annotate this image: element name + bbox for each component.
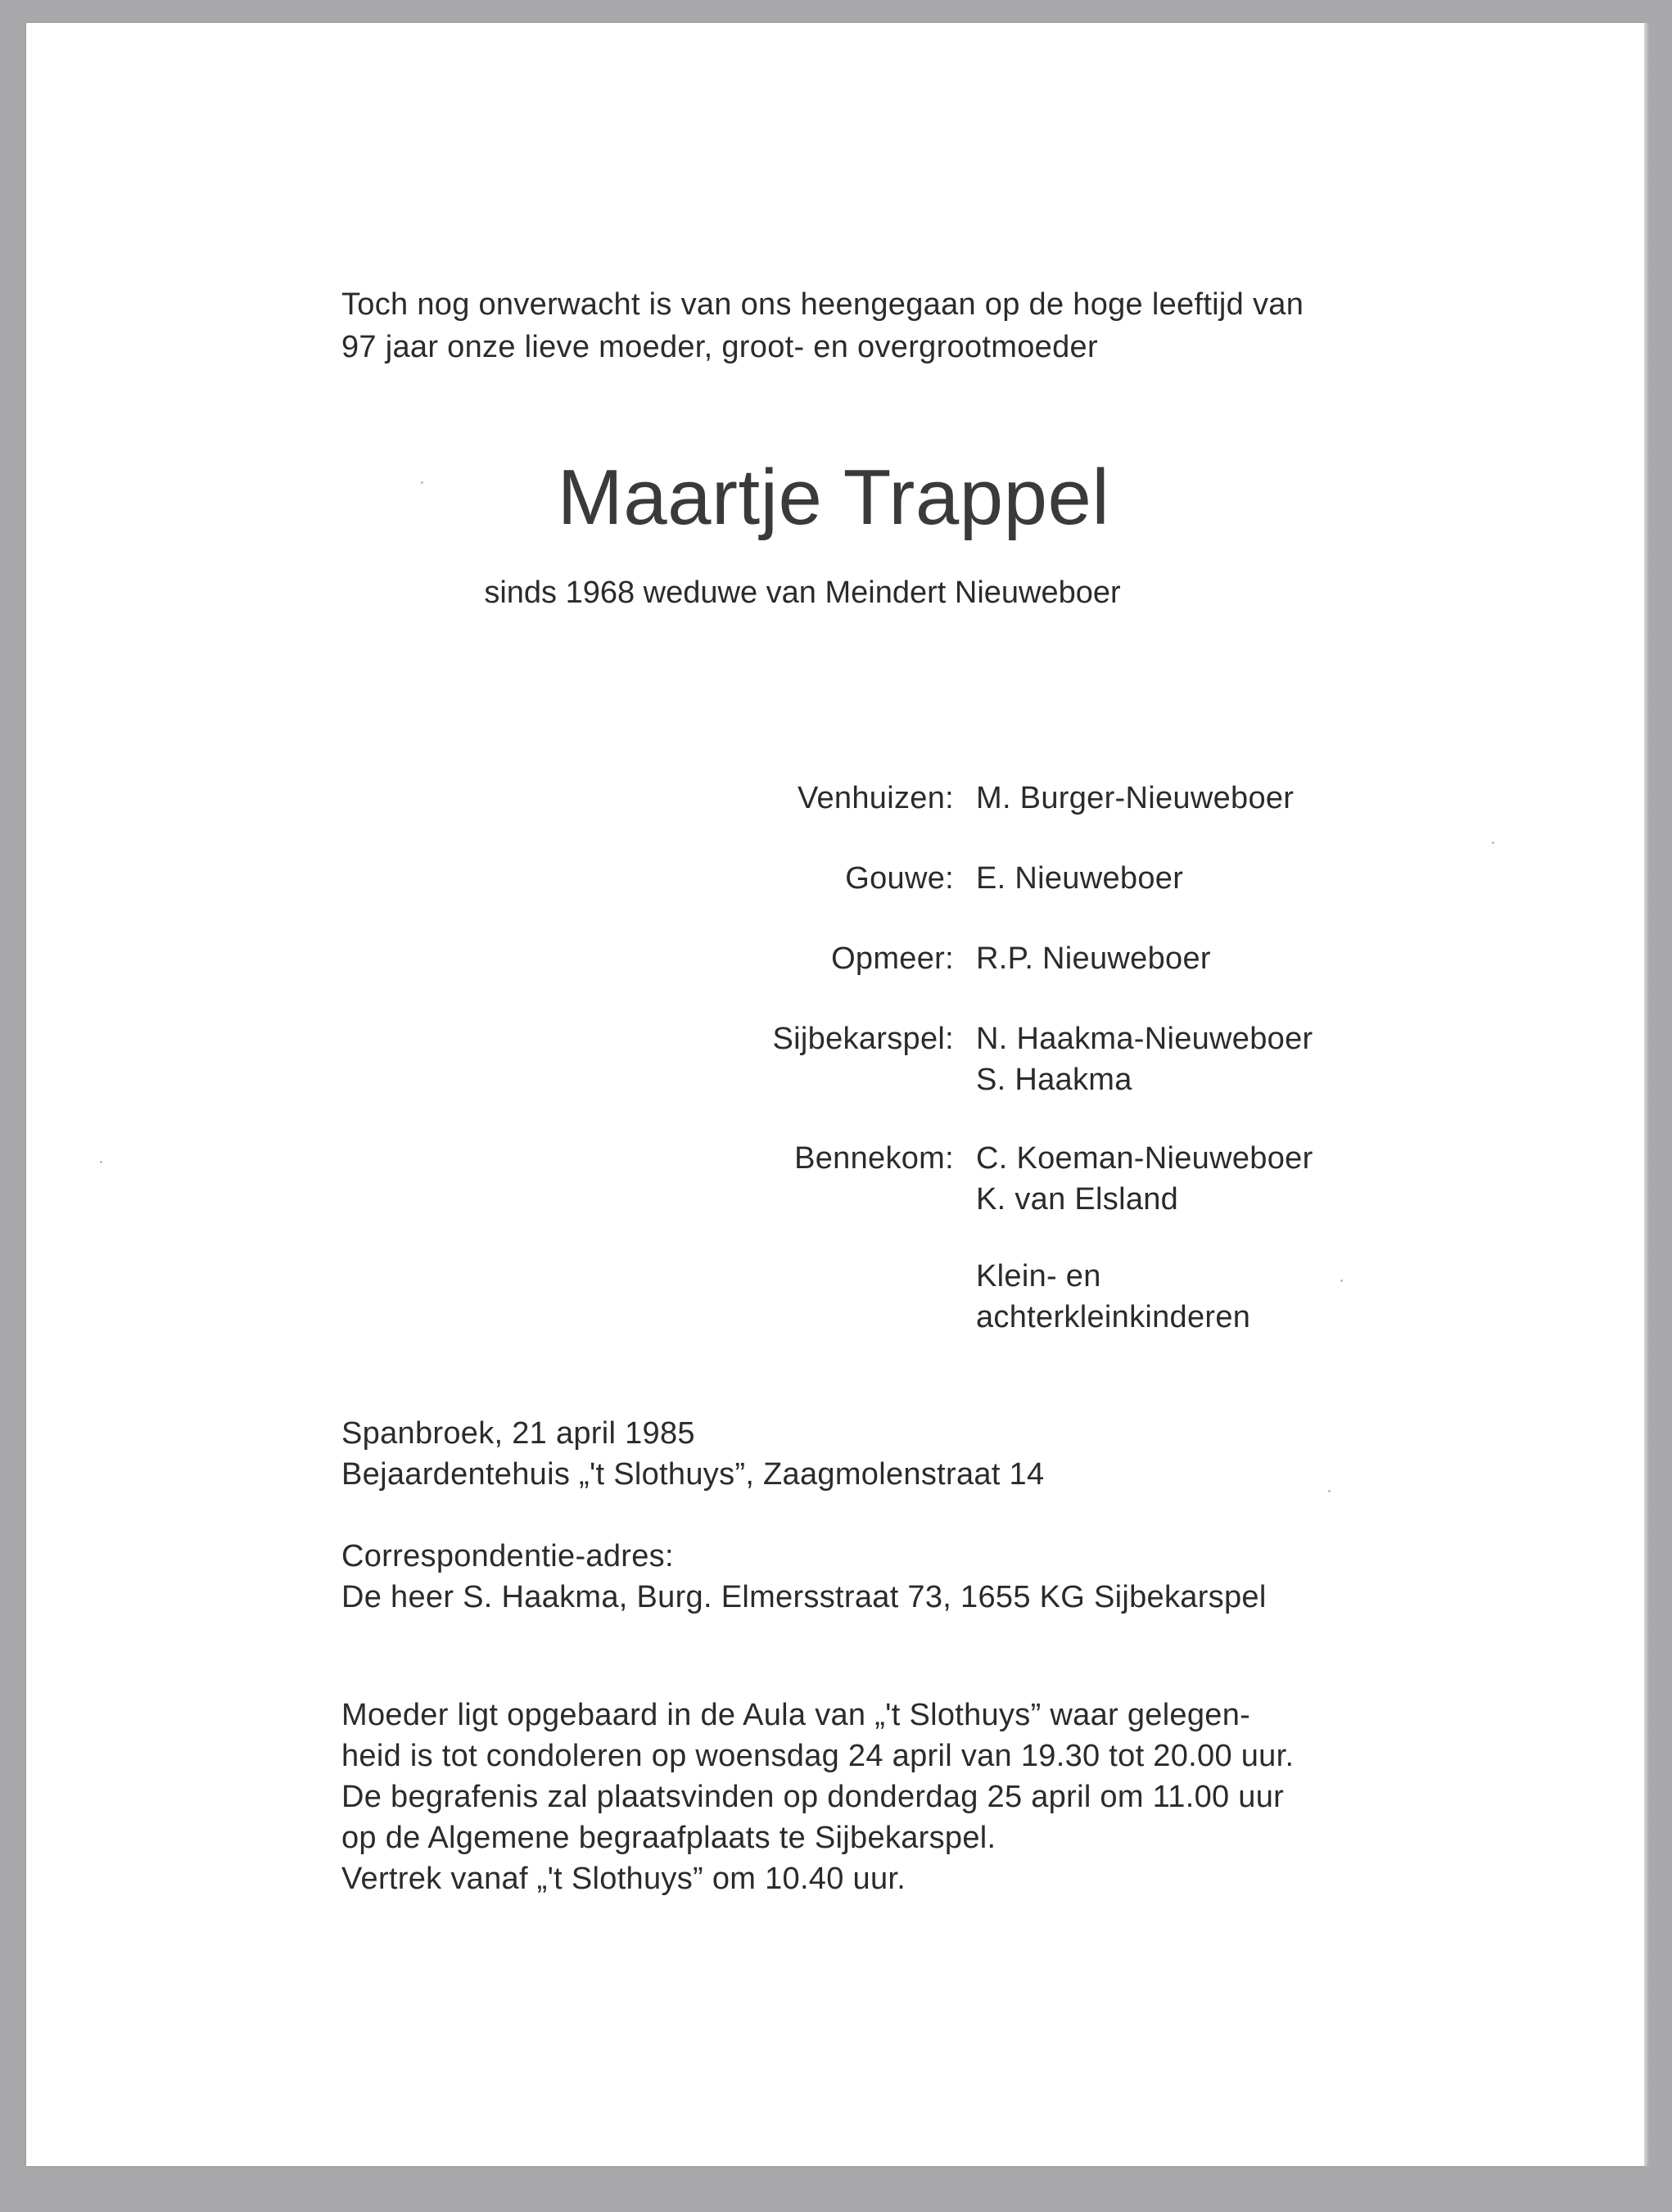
relative-name: E. Nieuweboer [976,861,1184,896]
funeral-line: Moeder ligt opgebaard in de Aula van „'t Slothuys” waar gelegen- [341,1698,1251,1732]
place-date-block [341,1413,1044,1495]
relative-name: Klein- en [976,1259,1101,1293]
relative-row [26,858,954,899]
correspondence-label: Correspondentie-adres: [341,1539,674,1573]
correspondence-block [341,1536,1267,1618]
funeral-line: De begrafenis zal plaatsvinden op donderdag 25 april om 11.00 uur [341,1780,1285,1814]
relative-row [26,778,954,819]
relative-name: N. Haakma-Nieuweboer [976,1022,1313,1056]
paper-speck [1328,1490,1331,1492]
funeral-line: op de Algemene begraafplaats te Sijbekarspel. [341,1821,996,1855]
place-date: Spanbroek, 21 april 1985 [341,1416,695,1451]
relative-name: achterkleinkinderen [976,1300,1251,1334]
relative-place: Venhuizen: [797,781,954,815]
relative-row [26,1138,954,1179]
intro-line: 97 jaar onze lieve moeder, groot- en overgrootmoeder [341,330,1098,364]
relative-row [26,938,954,979]
deceased-name: Maartje Trappel [557,454,1110,541]
funeral-details [341,1695,1294,1899]
widow-line: sinds 1968 weduwe van Meindert Nieuweboer [484,576,1121,610]
relative-place: Gouwe: [845,861,954,896]
paper-speck [421,481,423,484]
relative-place: Bennekom: [794,1141,954,1176]
relative-name: C. Koeman-Nieuweboer [976,1141,1313,1176]
relative-name: M. Burger-Nieuweboer [976,781,1295,815]
paper-speck [1340,1280,1343,1282]
relative-name: R.P. Nieuweboer [976,941,1211,976]
relative-row [26,1018,954,1059]
intro-text [341,283,1447,368]
funeral-line: Vertrek vanaf „'t Slothuys” om 10.40 uur. [341,1862,906,1896]
relative-place: Opmeer: [831,941,954,976]
memorial-card [26,23,1644,2166]
paper-speck [100,1161,102,1163]
relative-name: K. van Elsland [976,1182,1179,1217]
paper-speck [1492,842,1494,844]
residence-address: Bejaardentehuis „'t Slothuys”, Zaagmolenstraat 14 [341,1457,1045,1492]
intro-line: Toch nog onverwacht is van ons heengegaan op de hoge leeftijd van [341,287,1304,322]
funeral-line: heid is tot condoleren op woensdag 24 april van 19.30 tot 20.00 uur. [341,1739,1295,1773]
relative-name: S. Haakma [976,1063,1132,1097]
relative-place: Sijbekarspel: [772,1022,954,1056]
correspondence-address: De heer S. Haakma, Burg. Elmersstraat 73, 1655 KG Sijbekarspel [341,1580,1267,1614]
